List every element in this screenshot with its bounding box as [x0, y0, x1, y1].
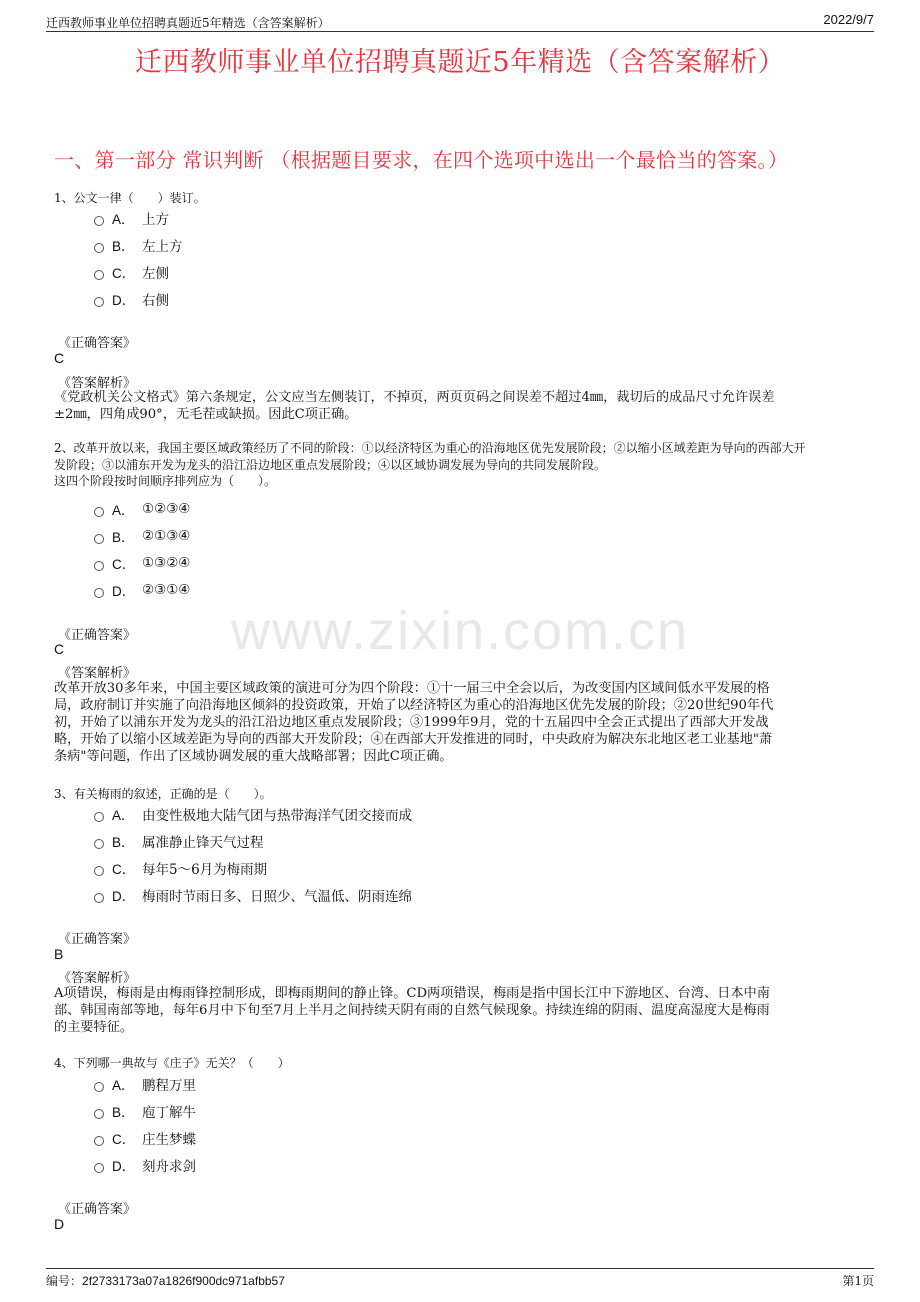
- question-3-option-a[interactable]: [94, 804, 412, 824]
- option-letter: B．: [112, 835, 135, 850]
- answer-label: 《正确答案》: [58, 1202, 137, 1217]
- radio-icon[interactable]: [94, 812, 104, 822]
- option-letter: A．: [112, 808, 135, 823]
- question-4-stem: [54, 1055, 874, 1072]
- explanation-label: 《答案解析》: [58, 666, 137, 681]
- explanation-label: 《答案解析》: [58, 376, 137, 391]
- option-letter: A．: [112, 503, 135, 518]
- explanation-line: 初，开始了以浦东开发为龙头的沿江沿边地区重点发展阶段；③1999年9月，党的十五届四中全会正式提出了西部大开发战: [54, 715, 769, 730]
- radio-icon[interactable]: [94, 866, 104, 876]
- question-1-stem: [54, 190, 874, 207]
- explanation-label: 《答案解析》: [58, 971, 137, 986]
- watermark: www.zixin.com.cn: [230, 601, 690, 661]
- question-4-answer: D: [54, 1216, 65, 1232]
- option-text: 属准静止锋天气过程: [142, 835, 264, 851]
- section-heading: 一、第一部分 常识判断 （根据题目要求，在四个选项中选出一个最恰当的答案。）: [54, 148, 789, 172]
- question-1-option-d[interactable]: [94, 289, 169, 309]
- question-3-stem: [54, 786, 874, 803]
- explanation-line: A项错误，梅雨是由梅雨锋控制形成，即梅雨期间的静止锋。CD两项错误，梅雨是指中国长江中下游地区、台湾、日本中南: [54, 986, 770, 1001]
- option-letter: C．: [112, 266, 136, 281]
- document-title: 迁西教师事业单位招聘真题近5年精选（含答案解析）: [134, 47, 786, 78]
- radio-icon[interactable]: [94, 270, 104, 280]
- question-2-option-c[interactable]: [94, 553, 190, 573]
- question-3-answer: B: [54, 946, 64, 962]
- explanation-line: 改革开放30多年来，中国主要区域政策的演进可分为四个阶段：①十一届三中全会以后，为改变国内区域间低水平发展的格: [54, 681, 770, 696]
- option-text: 庖丁解牛: [142, 1105, 196, 1121]
- question-1-explanation: [54, 389, 866, 423]
- answer-label: 《正确答案》: [58, 336, 137, 351]
- radio-icon[interactable]: [94, 588, 104, 598]
- question-1-answer: C: [54, 350, 65, 366]
- question-3-option-b[interactable]: [94, 831, 264, 851]
- question-stem-line: 4、下列哪一典故与《庄子》无关？（ ）: [54, 1056, 290, 1070]
- question-1-option-a[interactable]: [94, 208, 169, 228]
- explanation-line: 部、韩国南部等地，每年6月中下旬至7月上半月之间持续天阴有雨的自然气候现象。持续连绵的阴雨、温度高湿度大是梅雨: [54, 1003, 770, 1018]
- question-stem-line: 1、公文一律（ ）装订。: [54, 191, 206, 205]
- option-text: 梅雨时节雨日多、日照少、气温低、阴雨连绵: [142, 889, 412, 905]
- option-letter: D．: [112, 889, 136, 904]
- option-letter: A．: [112, 212, 135, 227]
- footer-code-value: 2f2733173a07a1826f900dc971afbb57: [82, 1274, 285, 1288]
- radio-icon[interactable]: [94, 1163, 104, 1173]
- question-2-explanation: [54, 680, 866, 765]
- option-letter: D．: [112, 293, 136, 308]
- option-letter: C．: [112, 862, 136, 877]
- option-letter: B．: [112, 530, 135, 545]
- option-text: 庄生梦蝶: [142, 1132, 196, 1148]
- option-letter: B．: [112, 1105, 135, 1120]
- question-3-option-c[interactable]: [94, 858, 267, 878]
- option-text: 左上方: [142, 239, 183, 255]
- question-4-option-c[interactable]: [94, 1128, 196, 1148]
- question-3-explanation: [54, 985, 866, 1036]
- radio-icon[interactable]: [94, 216, 104, 226]
- option-text: ②①③④: [142, 528, 191, 544]
- explanation-line: 略，开始了以缩小区域差距为导向的西部大开发阶段；④在西部大开发推进的同时，中央政府为解决东北地区老工业基地"萧: [54, 732, 773, 747]
- radio-icon[interactable]: [94, 561, 104, 571]
- option-text: ②③①④: [142, 582, 191, 598]
- question-stem-line: 发阶段；③以浦东开发为龙头的沿江沿边地区重点发展阶段；④以区域协调发展为导向的共同发展阶段。: [54, 457, 607, 472]
- question-2-stem: [54, 440, 874, 490]
- explanation-line: 条病"等问题，作出了区域协调发展的重大战略部署；因此C项正确。: [54, 749, 453, 764]
- option-letter: D．: [112, 1159, 136, 1174]
- footer-page-number: 第1页: [842, 1274, 874, 1288]
- footer-divider: [46, 1268, 874, 1269]
- page-header: [46, 12, 874, 32]
- question-3-option-d[interactable]: [94, 885, 412, 905]
- header-date: 2022/9/7: [823, 12, 874, 27]
- option-text: 每年5～6月为梅雨期: [142, 862, 268, 878]
- radio-icon[interactable]: [94, 534, 104, 544]
- radio-icon[interactable]: [94, 1109, 104, 1119]
- option-text: 鹏程万里: [142, 1078, 196, 1094]
- option-text: 上方: [142, 212, 169, 228]
- option-text: 左侧: [142, 266, 169, 282]
- radio-icon[interactable]: [94, 1082, 104, 1092]
- radio-icon[interactable]: [94, 1136, 104, 1146]
- header-doc-title: 迁西教师事业单位招聘真题近5年精选（含答案解析）: [46, 16, 330, 30]
- question-stem-line: 3、有关梅雨的叙述，正确的是（ ）。: [54, 787, 272, 801]
- explanation-line: 局，政府制订并实施了向沿海地区倾斜的投资政策，开始了以经济特区为重心的沿海地区优先发展的阶段；②20世纪90年代: [54, 698, 774, 713]
- option-letter: D．: [112, 584, 136, 599]
- option-text: 右侧: [142, 293, 169, 309]
- option-text: ①②③④: [142, 501, 191, 517]
- question-4-option-a[interactable]: [94, 1074, 196, 1094]
- question-1-option-c[interactable]: [94, 262, 169, 282]
- option-letter: A．: [112, 1078, 135, 1093]
- option-letter: B．: [112, 239, 135, 254]
- question-1-option-b[interactable]: [94, 235, 183, 255]
- option-text: ①③②④: [142, 555, 191, 571]
- header-divider: [46, 31, 874, 32]
- option-text: 刻舟求剑: [142, 1159, 196, 1175]
- radio-icon[interactable]: [94, 507, 104, 517]
- explanation-line: ±2㎜，四角成90°，无毛茬或缺损。因此C项正确。: [54, 407, 358, 422]
- question-2-option-a[interactable]: [94, 499, 190, 519]
- question-stem-line: 2、改革开放以来，我国主要区域政策经历了不同的阶段：①以经济特区为重心的沿海地区优先发展阶段；②以缩小区域差距为导向的西部大开: [54, 441, 806, 455]
- question-2-answer: C: [54, 641, 65, 657]
- answer-label: 《正确答案》: [58, 932, 137, 947]
- option-letter: C．: [112, 1132, 136, 1147]
- explanation-line: 的主要特征。: [54, 1020, 134, 1035]
- question-4-option-b[interactable]: [94, 1101, 196, 1121]
- radio-icon[interactable]: [94, 893, 104, 903]
- option-letter: C．: [112, 557, 136, 572]
- question-4-option-d[interactable]: [94, 1155, 196, 1175]
- radio-icon[interactable]: [94, 243, 104, 253]
- question-2-option-b[interactable]: [94, 526, 190, 546]
- question-2-option-d[interactable]: [94, 580, 190, 600]
- explanation-line: 《党政机关公文格式》第六条规定，公文应当左侧装订，不掉页，两页页码之间误差不超过4㎜，裁切后的成品尺寸允许误差: [54, 390, 775, 405]
- question-stem-line: 这四个阶段按时间顺序排列应为（ ）。: [54, 474, 277, 488]
- radio-icon[interactable]: [94, 297, 104, 307]
- answer-label: 《正确答案》: [58, 628, 137, 643]
- footer-code: [46, 1272, 285, 1289]
- footer-code-label: 编号：: [46, 1274, 83, 1288]
- option-text: 由变性极地大陆气团与热带海洋气团交接而成: [142, 808, 412, 824]
- radio-icon[interactable]: [94, 839, 104, 849]
